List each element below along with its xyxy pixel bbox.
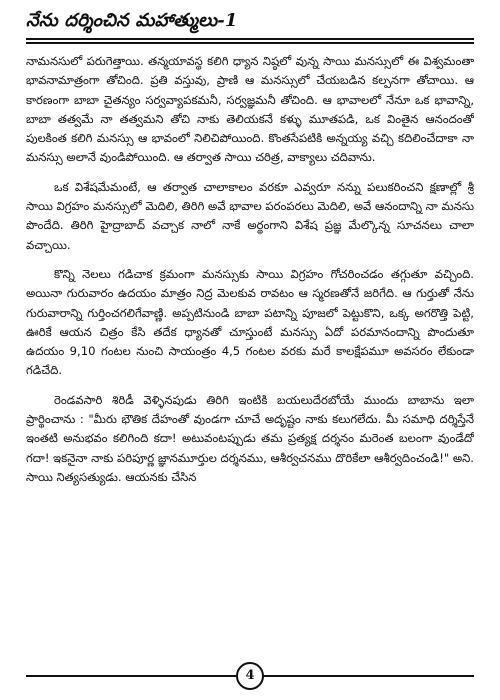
body-paragraph: కొన్ని నెలలు గడిచాక క్రమంగా మనస్సుకు సాయి విగ్రహం గోచరించడం తగ్గుతూ వచ్చింది. అయినా గురువారం ఉదయం మాత్రం నిద్ర మెలకువ రావటం ఆ స్మరణతోనే జరిగేది. ఆ గుర్తుతో నేను గురువారాన్ని గుర్తించగలిగేవాణ్ణి. అప్పటినుండి బాబా పటాన్ని పూజలో పెట్టుకొని, ఒక్క అగరొత్తి పెట్టి, ఊరికే ఆయన చిత్రం కేసి తదేక ధ్యానతో చూస్తుంటే మనస్సు ఏదో పరమానందాన్ని పొందుతూ ఉదయం 9,10 గంటల నుంచి సాయంత్రం 4,5 గంటల వరకు మరే కాలక్షేపమూ అవసరం లేకుండా గడిచేది.	[26, 266, 474, 378]
body-paragraph: ఒక విశేషమేమంటే, ఆ తర్వాత చాలాకాలం వరకూ ఎవ్వరూ నన్ను పలుకరించని క్షణాల్లో శ్రీ సాయి విగ్రహం మనస్సులో మెదిలి, తిరిగి అవే భావాల పరంపరలు మెదిలి, అవే ఆనందాన్ని నా మనసు పొందేది. తిరిగి హైద్రాబాద్ వచ్చాక నాలో నాకే అర్థంగాని విశేష ప్రజ్ఞ మేల్కొన్న సూచనలు చాలా వచ్చాయి.	[26, 179, 474, 252]
book-title-header: నేను దర్శించిన మహాత్ములు-1	[26, 10, 238, 31]
running-header	[26, 8, 474, 38]
header-double-rule	[26, 42, 474, 44]
page-body	[26, 52, 474, 656]
header-rule	[26, 38, 474, 40]
body-paragraph: రెండవసారి శిరిడీ వెళ్ళినపుడు తిరిగి ఇంటికి బయలుదేరబోయే ముందు బాబాను ఇలా ప్రార్థించాను : "మీరు భౌతిక దేహంతో వుండగా చూచే అదృష్టం నాకు కలుగలేదు. మీ సమాధి దర్శిస్తేనే ఇంతటి అనుభవం కలిగింది కదా! అటువంటప్పుడు తమ ప్రత్యక్ష దర్శనం మరెంత బలంగా వుండేదో గదా! ఇకనైనా నాకు పరిపూర్ణ జ్ఞానమూర్తుల దర్శనము, ఆశీర్వచనము దొరికేలా ఆశీర్వదించండి!" అని. సాయి నిత్యసత్యుడు. ఆయనకు చేసిన	[26, 392, 474, 484]
page-number-badge: 4	[236, 662, 264, 690]
page-footer	[0, 662, 500, 692]
body-paragraph: నామనసులో పరుగెత్తాయి. తన్మయావస్థ కలిగి ధ్యాన నిష్ఠలో వున్న సాయి మనస్సులో ఈ విశ్వమంతా భావనామాత్రంగా తోచింది. ప్రతి వస్తువు, ప్రాణి ఆ మనస్సులో చేయబడిన కల్పనగా తోచాయి. ఆ కారణంగా బాబా చైతన్యం సర్వవ్యాపకమనీ, సర్వజ్ఞమనీ తోచింది. ఆ భావాలలో నేనూ ఒక భావాన్ని, బాబా తత్వమే నా తత్వమని తోచి నాకు తెలియకనే కళ్ళు మూతపడి, ఒక వింతైన ఆనందంతో పులకింత కలిగి మనస్సు ఆ భావంలో నిలిచిపోయింది. కొంతసేపటికి అన్నయ్య వచ్చి కదిలించేదాకా నా మనస్సు అలానే వుండిపోయింది. ఆ తర్వాత సాయి చరిత్ర, వాక్యాలు చదివాను.	[26, 54, 474, 165]
